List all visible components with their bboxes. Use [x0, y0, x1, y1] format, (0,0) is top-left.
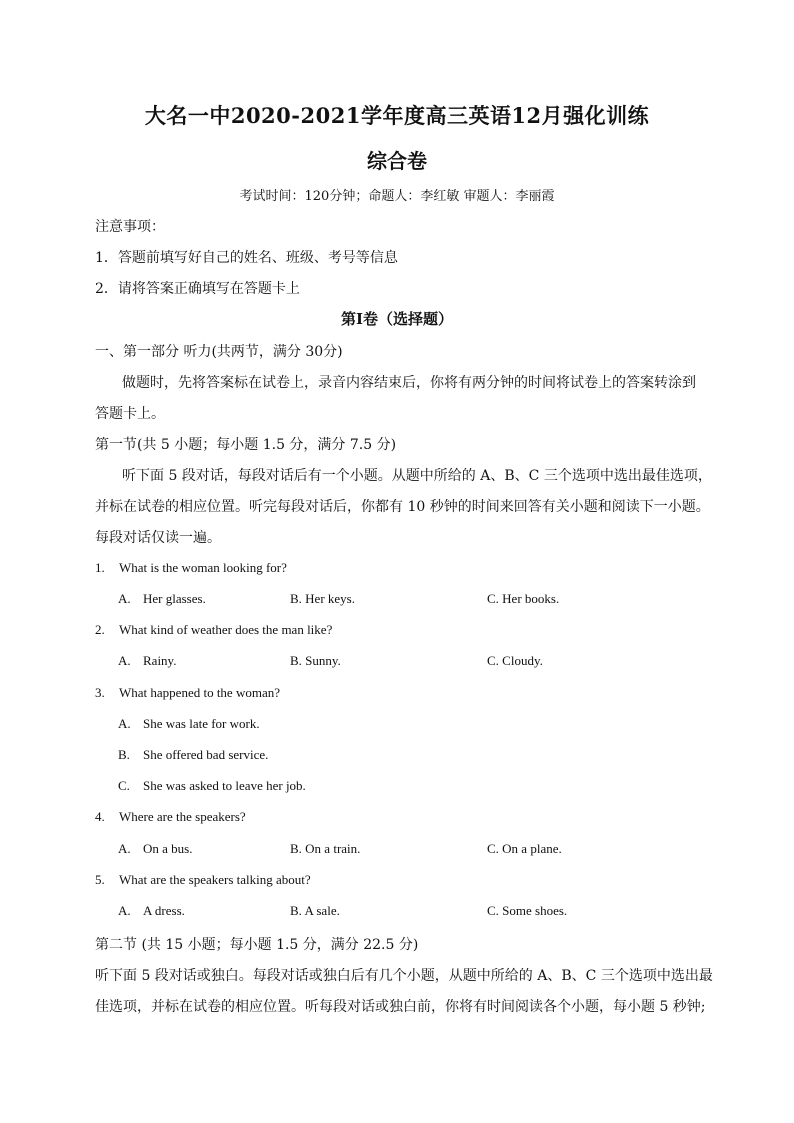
option-letter: A.: [118, 903, 131, 918]
question-number: 1.: [95, 560, 105, 575]
q2-option-c: C. Cloudy.: [487, 653, 543, 668]
q5-option-b: B. A sale.: [290, 903, 340, 918]
option-text: Her glasses.: [143, 591, 206, 606]
q4-option-c: C. On a plane.: [487, 841, 562, 856]
question-number: 5.: [95, 872, 105, 887]
q3-option-b: [118, 747, 268, 763]
option-text: On a bus.: [143, 841, 193, 856]
question-4: [95, 809, 246, 825]
notice-item-2: 2．请将答案正确填写在答题卡上: [95, 281, 300, 297]
intro-line-2: 答题卡上。: [95, 406, 165, 422]
sec2-line-2: 佳选项，并标在试卷的相应位置。听每段对话或独白前，你将有时间阅读各个小题，每小题 5 秒钟;: [95, 999, 706, 1015]
sec2-title: 第二节 (共 15 小题；每小题 1.5 分，满分 22.5 分): [95, 937, 419, 953]
question-5: [95, 872, 311, 888]
question-text: What happened to the woman?: [119, 685, 280, 700]
sec1-line-3: 每段对话仅读一遍。: [95, 530, 221, 546]
question-3: [95, 685, 280, 701]
section1-title: 一、第一部分 听力(共两节，满分 30分): [95, 344, 343, 360]
sec1-line-1: 听下面 5 段对话，每段对话后有一个小题。从题中所给的 A、B、C 三个选项中选出最佳选项，: [122, 468, 712, 484]
option-letter: A.: [118, 591, 131, 606]
exam-title: 大名一中2020-2021学年度高三英语12月强化训练: [144, 103, 650, 128]
part1-heading: 第I卷（选择题）: [340, 310, 454, 328]
question-2: [95, 622, 332, 638]
q3-option-a: [118, 716, 260, 732]
question-number: 3.: [95, 685, 105, 700]
sec1-line-2: 并标在试卷的相应位置。听完每段对话后，你都有 10 秒钟的时间来回答有关小题和阅读下一小题。: [95, 499, 710, 515]
question-text: What is the woman looking for?: [119, 560, 287, 575]
option-text: She was asked to leave her job.: [143, 778, 306, 793]
question-text: Where are the speakers?: [119, 809, 246, 824]
sec2-line-1: 听下面 5 段对话或独白。每段对话或独白后有几个小题，从题中所给的 A、B、C 三个选项中选出最: [95, 968, 713, 984]
question-1: [95, 560, 287, 576]
option-letter: A.: [118, 653, 131, 668]
question-number: 4.: [95, 809, 105, 824]
option-letter: A.: [118, 716, 131, 731]
option-letter: C.: [118, 778, 130, 793]
option-text: She offered bad service.: [143, 747, 269, 762]
q4-option-b: B. On a train.: [290, 841, 361, 856]
q5-option-a: [118, 903, 185, 919]
question-text: What are the speakers talking about?: [119, 872, 311, 887]
q2-option-a: [118, 653, 176, 669]
q5-option-c: C. Some shoes.: [487, 903, 568, 918]
exam-subtitle: 综合卷: [367, 149, 427, 173]
sec1-title: 第一节(共 5 小题；每小题 1.5 分，满分 7.5 分): [95, 437, 397, 453]
q3-option-c: [118, 778, 306, 794]
option-text: A dress.: [143, 903, 185, 918]
option-text: She was late for work.: [143, 716, 260, 731]
q2-option-b: B. Sunny.: [290, 653, 341, 668]
q1-option-a: [118, 591, 206, 607]
q4-option-a: [118, 841, 192, 857]
option-letter: A.: [118, 841, 131, 856]
question-text: What kind of weather does the man like?: [119, 622, 333, 637]
q1-option-c: C. Her books.: [487, 591, 560, 606]
intro-line-1: 做题时，先将答案标在试卷上，录音内容结束后，你将有两分钟的时间将试卷上的答案转涂到: [122, 375, 696, 391]
option-letter: B.: [118, 747, 130, 762]
question-number: 2.: [95, 622, 105, 637]
q1-option-b: B. Her keys.: [290, 591, 355, 606]
exam-meta: 考试时间：120分钟；命题人：李红敏 审题人：李丽霞: [239, 189, 555, 204]
notice-item-1: 1．答题前填写好自己的姓名、班级、考号等信息: [95, 250, 398, 266]
notice-heading: 注意事项：: [95, 219, 165, 235]
option-text: Rainy.: [143, 653, 177, 668]
